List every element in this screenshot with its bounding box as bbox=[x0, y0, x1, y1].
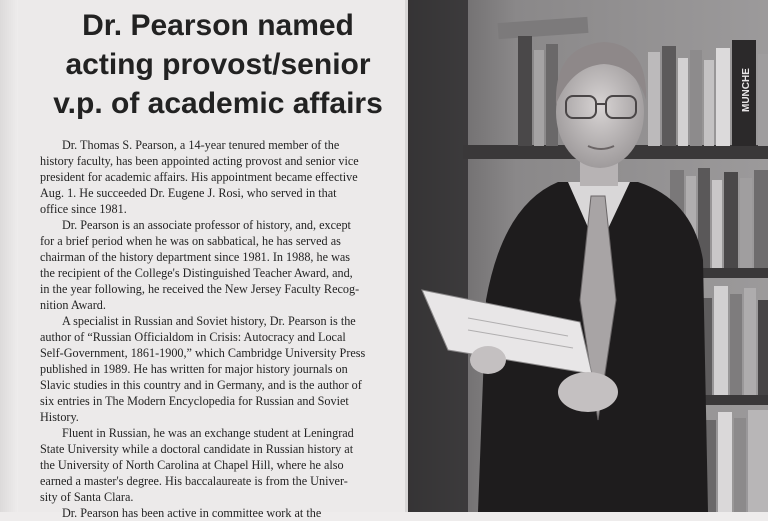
body-line: six entries in The Modern Encyclopedia for Russian and Soviet bbox=[40, 394, 349, 408]
body-line: history faculty, has been appointed acting provost and senior vice bbox=[40, 154, 359, 168]
hand bbox=[470, 346, 506, 374]
body-line: Dr. Pearson is an associate professor of history, and, except bbox=[62, 218, 351, 232]
body-line: the recipient of the College's Distinguished Teacher Award, and, bbox=[40, 266, 353, 280]
headline-line: Dr. Pearson named bbox=[82, 9, 354, 42]
body-line: A specialist in Russian and Soviet history, Dr. Pearson is the bbox=[62, 314, 356, 328]
headline-line: v.p. of academic affairs bbox=[53, 87, 383, 120]
page-edge-shadow bbox=[0, 0, 18, 512]
article-headline bbox=[32, 6, 404, 123]
headline-line: acting provost/senior bbox=[65, 48, 371, 81]
body-line: State University while a doctoral candidate in Russian history at bbox=[40, 442, 354, 456]
body-line: published in 1989. He has written for major history journals on bbox=[40, 362, 348, 376]
body-line: office since 1981. bbox=[40, 202, 127, 216]
article-body bbox=[40, 137, 396, 521]
body-line: Fluent in Russian, he was an exchange student at Leningrad bbox=[62, 426, 354, 440]
body-line: author of “Russian Officialdom in Crisis: Autocracy and Local bbox=[40, 330, 346, 344]
body-line: Dr. Thomas S. Pearson, a 14-year tenured member of the bbox=[62, 138, 340, 152]
body-line: sity of Santa Clara. bbox=[40, 490, 134, 504]
body-line: Dr. Pearson has been active in committee work at the bbox=[62, 506, 322, 520]
hand bbox=[558, 372, 618, 412]
body-line: in the year following, he received the New Jersey Faculty Recog- bbox=[40, 282, 360, 296]
body-line: chairman of the history department since 1981. In 1988, he was bbox=[40, 250, 351, 264]
body-line: earned a master's degree. His baccalaureate is from the Univer- bbox=[40, 474, 348, 488]
book-spine-label: MUNCHE bbox=[741, 68, 752, 112]
body-line: Self-Government, 1861-1900,” which Cambridge University Press bbox=[40, 346, 366, 360]
portrait-photo bbox=[408, 0, 768, 512]
portrait-illustration bbox=[408, 0, 768, 512]
body-line: president for academic affairs. His appointment became effective bbox=[40, 170, 358, 184]
body-line: the University of North Carolina at Chapel Hill, where he also bbox=[40, 458, 344, 472]
body-line: for a brief period when he was on sabbatical, he has served as bbox=[40, 234, 341, 248]
body-line: Aug. 1. He succeeded Dr. Eugene J. Rosi, who served in that bbox=[40, 186, 337, 200]
body-line: nition Award. bbox=[40, 298, 106, 312]
body-line: Slavic studies in this country and in Germany, and is the author of bbox=[40, 378, 362, 392]
body-line: History. bbox=[40, 410, 79, 424]
